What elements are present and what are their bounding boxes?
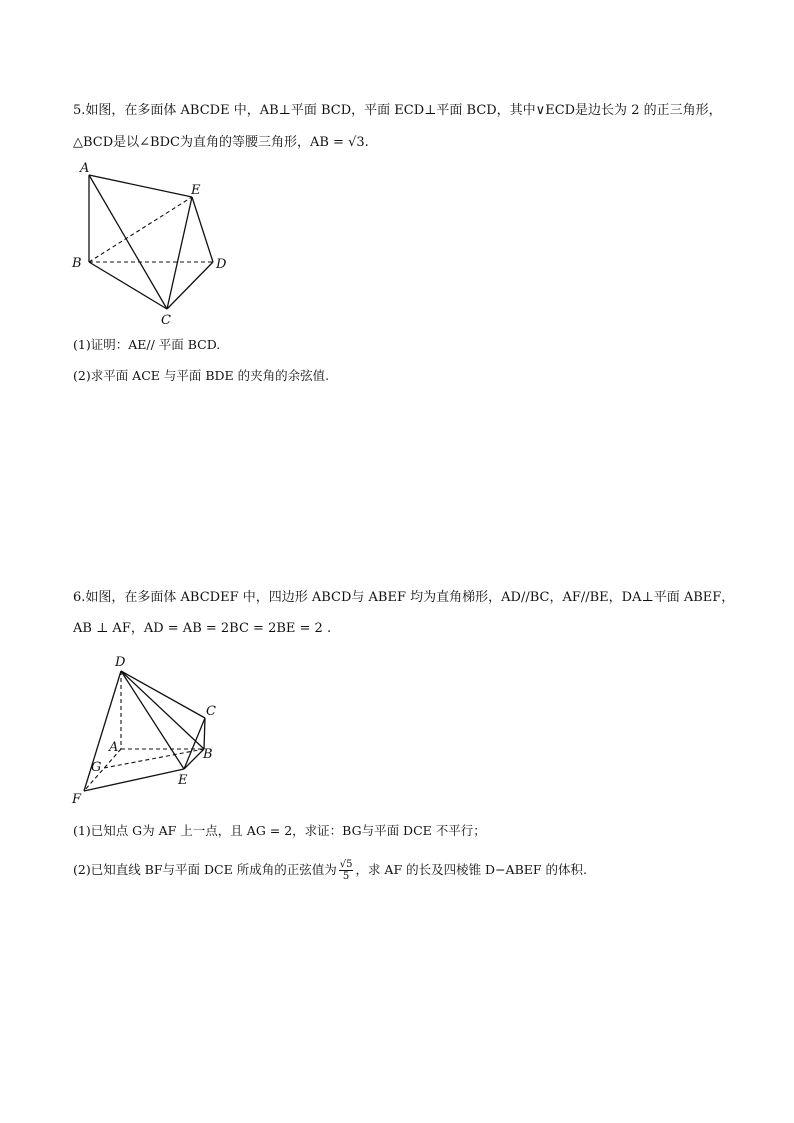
label-C: C — [206, 704, 216, 719]
problem6-statement-line2: AB ⊥ AF，AD = AB = 2BC = 2BE = 2 . — [73, 621, 332, 636]
problem5-statement-line2: △BCD是以∠BDC为直角的等腰三角形，AB = √3. — [73, 135, 369, 150]
edge-AC — [89, 175, 167, 309]
edge-DF — [84, 671, 121, 791]
problem5-question2: (2)求平面 ACE 与平面 BDE 的夹角的余弦值. — [73, 368, 330, 383]
problem6-question1: (1)已知点 G为 AF 上一点，且 AG = 2，求证：BG与平面 DCE 不平行； — [73, 823, 486, 838]
edge-BC — [89, 262, 167, 309]
label-G: G — [91, 760, 102, 775]
edge-BE — [89, 197, 192, 262]
problem6-question2 — [73, 859, 587, 882]
problem5-statement-line1: 5.如图，在多面体 ABCDE 中，AB⊥平面 BCD，平面 ECD⊥平面 BCD，其中∨ECD是边长为 2 的正三角形， — [73, 103, 722, 118]
label-D: D — [115, 655, 126, 670]
label-E: E — [178, 773, 188, 788]
edge-AE — [89, 175, 192, 197]
problem6-question2-text-before: (2)已知直线 BF与平面 DCE 所成角的正弦值为 — [73, 862, 337, 877]
label-A: A — [80, 161, 90, 176]
problem5-question1: (1)证明：AE// 平面 BCD. — [73, 337, 221, 352]
problem6-question2-fraction — [339, 859, 354, 882]
label-B: B — [72, 256, 82, 271]
label-E: E — [191, 183, 201, 198]
fraction-numerator: √5 — [339, 859, 353, 870]
problem6-statement-line1: 6.如图，在多面体 ABCDEF 中，四边形 ABCD与 ABEF 均为直角梯形，AD//BC，AF//BE，DA⊥平面 ABEF， — [73, 590, 735, 605]
label-C: C — [161, 313, 171, 328]
label-B: B — [203, 747, 213, 762]
problem6-question2-text-after: ，求 AF 的长及四棱锥 D−ABEF 的体积. — [355, 862, 588, 877]
edge-CB — [204, 718, 205, 749]
edge-CE — [167, 197, 192, 309]
edge-CE — [184, 718, 205, 769]
label-A: A — [109, 740, 119, 755]
problem5-figure — [70, 158, 240, 328]
label-F: F — [72, 792, 82, 807]
edge-CD — [167, 262, 213, 309]
edge-ED — [192, 197, 213, 262]
label-D: D — [216, 257, 227, 272]
problem6-figure — [68, 650, 228, 810]
fraction-denominator: 5 — [342, 871, 350, 882]
